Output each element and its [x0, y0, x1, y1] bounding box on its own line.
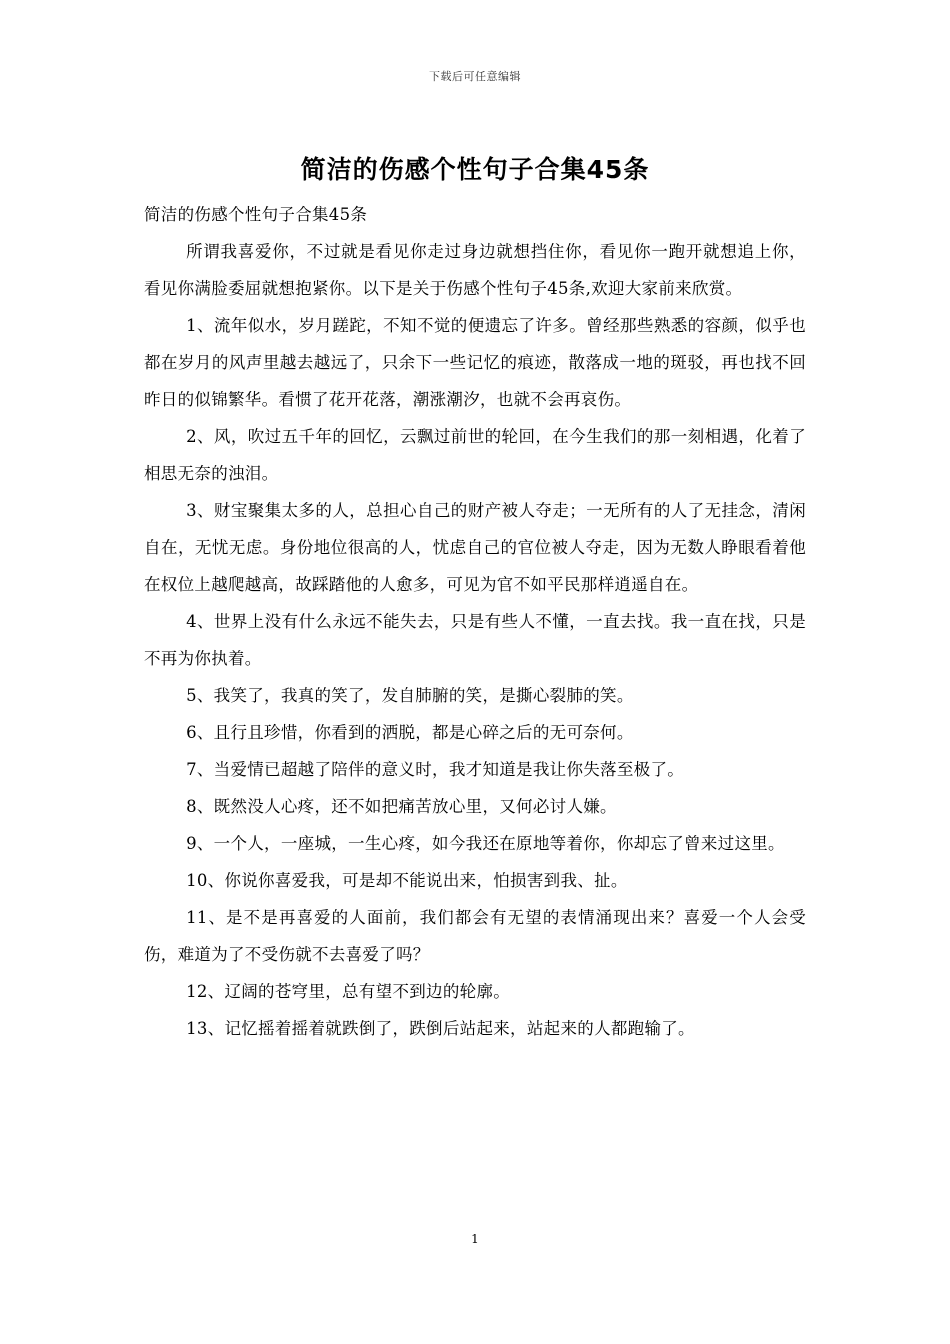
list-item: 2、风，吹过五千年的回忆，云飘过前世的轮回，在今生我们的那一刻相遇，化着了相思无奈的浊泪。 — [144, 427, 806, 483]
document-subtitle: 简洁的伤感个性句子合集45条 — [144, 205, 368, 224]
list-item: 7、当爱情已超越了陪伴的意义时，我才知道是我让你失落至极了。 — [186, 760, 685, 779]
list-item: 12、辽阔的苍穹里，总有望不到边的轮廓。 — [186, 982, 511, 1001]
list-item: 3、财宝聚集太多的人，总担心自己的财产被人夺走；一无所有的人了无挂念，清闲自在，无忧无虑。身份地位很高的人，忧虑自己的官位被人夺走，因为无数人睁眼看着他在权位上越爬越高，故踩踏他的人愈多，可见为官不如平民那样逍遥自在。 — [144, 501, 806, 594]
list-item: 6、且行且珍惜，你看到的洒脱，都是心碎之后的无可奈何。 — [186, 723, 634, 742]
list-item: 9、一个人，一座城，一生心疼，如今我还在原地等着你，你却忘了曾来过这里。 — [186, 834, 785, 853]
list-item: 10、你说你喜爱我，可是却不能说出来，怕损害到我、扯。 — [186, 871, 628, 890]
intro-paragraph: 所谓我喜爱你，不过就是看见你走过身边就想挡住你，看见你一跑开就想追上你，看见你满脸委屈就想抱紧你。以下是关于伤感个性句子45条,欢迎大家前来欣赏。 — [144, 242, 806, 298]
document-title: 简洁的伤感个性句子合集45条 — [300, 155, 650, 184]
list-item: 13、记忆摇着摇着就跌倒了，跌倒后站起来，站起来的人都跑输了。 — [186, 1019, 695, 1038]
list-item: 5、我笑了，我真的笑了，发自肺腑的笑，是撕心裂肺的笑。 — [186, 686, 634, 705]
document-body — [144, 196, 806, 1047]
header-note: 下载后可任意编辑 — [429, 70, 521, 83]
list-item: 1、流年似水，岁月蹉跎，不知不觉的便遗忘了许多。曾经那些熟悉的容颜，似乎也都在岁月的风声里越去越远了，只余下一些记忆的痕迹，散落成一地的斑驳，再也找不回昨日的似锦繁华。看惯了花开花落，潮涨潮汐，也就不会再哀伤。 — [144, 316, 806, 409]
list-item: 11、是不是再喜爱的人面前，我们都会有无望的表情涌现出来？喜爱一个人会受伤，难道为了不受伤就不去喜爱了吗？ — [144, 908, 806, 964]
page-number: 1 — [471, 1232, 479, 1246]
list-item: 8、既然没人心疼，还不如把痛苦放心里，又何必讨人嫌。 — [186, 797, 617, 816]
list-item: 4、世界上没有什么永远不能失去，只是有些人不懂，一直去找。我一直在找，只是不再为你执着。 — [144, 612, 806, 668]
